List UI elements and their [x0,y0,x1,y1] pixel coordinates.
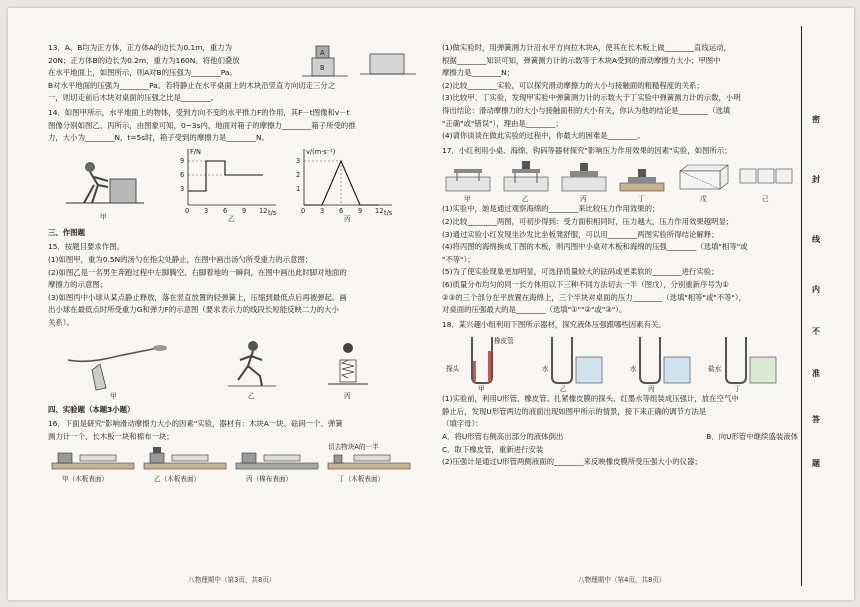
caption-bing: 丙 [580,195,587,204]
q18-line: (2)压强计是通过U形管两侧液面的________来反映橡皮膜所受压强大小的仪器； [442,457,702,467]
seal-char: 答 [812,415,820,424]
sponge-yi [504,161,548,203]
t-tick: 3 [204,206,209,215]
caption-jia: 甲 [110,391,117,400]
caption-jia: 甲 [464,195,471,204]
seal-char: 准 [812,369,820,378]
f-axis-label: F/N [190,147,201,156]
salt-water-label: 盐水 [708,365,722,374]
q17-line: (5)为了使实验现象更加明显，可选择质量较大的砝码或更柔软的________进行实验； [442,267,719,277]
water-label: 水 [630,365,637,374]
q15-line: 摩擦力的示意图； [48,280,108,290]
water-label: 水 [542,365,549,374]
tube-label: 橡皮管 [494,337,514,346]
q15-figures [48,330,420,400]
u-tube-yi [542,337,602,393]
q17-line: ②③的三个部分在平放置在海绵上，三个半块对桌面的压力________（选填"相等"或"不等"）， [442,292,746,302]
q16b-line: 根据________知识可知，弹簧测力计的示数等于木块A受到的滑动摩擦力大小；甲图中 [442,55,721,65]
caption-jia: 甲 [478,385,485,394]
caption-ji: 己 [762,195,769,204]
question-14 [48,107,420,223]
q14-line: 14．如图甲所示，水平地面上的物体，受到方向不变的水平推力F的作用，其F－t图像和v－t [48,107,350,117]
caption-ding: 丁 [638,195,645,204]
t-tick: 0 [185,206,190,215]
t-tick: 9 [242,206,247,215]
exam-sheet [8,8,854,600]
seal-char: 内 [812,285,820,294]
q15-line: (3)如图丙中小球从某点静止释放，落在竖直放置的轻弹簧上，压缩到最低点后再被弹起。画 [48,292,347,302]
f-tick: 3 [180,184,185,193]
setup-jia [52,453,134,483]
v-t-chart [296,148,393,223]
caption-bing: 丙 [344,214,351,223]
v-tick: 1 [296,184,301,193]
q16-line: 16．下面是研究"影响滑动摩擦力大小的因素"实验，器材有：木块A一块、砝码一个、弹簧 [48,419,343,429]
q15-line: (1)如图甲，重为0.5N的汤勺在指尖处静止，在图中画出汤勺所受重力的示意图； [48,254,313,264]
sponge-bing [562,163,606,203]
q13-line: 20N；正方体B的边长为0.2m，重力为160N。将他们叠放 [48,55,240,65]
q17-line: "不等"）； [442,254,475,264]
t-axis-label: t/s [384,208,393,217]
q13-line: 13．A、B均为正方体，正方体A的边长为0.1m，重力为 [48,43,232,52]
t-tick: 12 [259,206,268,215]
section-3-title: 三、作图题 [48,227,85,237]
v-axis-label: v/(m·s⁻¹) [306,147,336,156]
q14-line: 力，大小为________N，t=5s时，箱子受到的摩擦力是________N。 [48,133,269,143]
q13-line: B对水平地面的压强为________Pa。若将静止在水平桌面上的木块沿竖直方向切走三分之 [48,80,336,90]
q16b-line: 得出结论：滑动摩擦力的大小与接触面积的大小有关，你认为他的结论是________（选填 [442,105,731,115]
q17-line: 17．小红利用小桌、海绵、钩码等器材探究"影响压力作用效果的因素"实验，如图所示； [442,145,732,155]
q16b-line: (1)做实验时，用弹簧测力计沿水平方向拉木块A，使其在长木板上做________直线运动， [442,43,731,52]
t-tick: 0 [301,206,306,215]
q15-line: (2)如图乙是一名男生奔跑过程中左脚腾空、右脚着地的一瞬间，在图中画出此时脚对地面的 [48,267,347,277]
cut-half-note: 切去物块A的一半 [328,443,379,452]
setup-yi [144,447,226,483]
section-4-title: 四、实验题（本题3小题） [48,404,135,414]
q13-line: 一，则切走前后木块对桌面的压强之比是________。 [48,93,218,103]
q16b-line: "正确"或"错误"），理由是________； [442,118,563,128]
t-tick: 6 [223,206,228,215]
q13-blocks-figure [300,42,420,78]
question-18 [442,319,798,469]
page-footer-left: 八物理期中（第3页，共8页） [188,576,276,584]
caption-setup: 丁（木板表面） [338,475,385,484]
t-tick: 12 [375,206,384,215]
q13-line: 在水平地面上，如图所示，则A对B的压强为________Pa。 [48,68,237,78]
caption-yi: 乙 [522,195,529,204]
q17-line: (3)通过实验小红发现坐沙发比坐板凳舒服，可以用________两图实验所得结论解释； [442,229,719,239]
v-tick: 2 [296,170,301,179]
question-16-continued [442,42,798,143]
board-ding [620,169,664,203]
q17-figures [442,157,798,203]
seal-margin [801,26,840,586]
u-tube-ding [708,337,776,393]
right-column [442,42,798,471]
pieces-ji [740,169,792,203]
q14-line: 图像分别如图乙、丙所示，由图象可知，0~3s内，地面对箱子的摩擦力________箱子所受的推 [48,120,356,130]
q15-line: 15．按题目要求作图。 [48,242,124,252]
q16-figures [48,443,420,485]
t-tick: 3 [320,206,325,215]
q17-line: (2)比较________两图，可初步得到：受力面积相同时，压力越大，压力作用效果越明显； [442,216,734,226]
caption-bing: 丙 [344,391,351,400]
seal-char: 线 [812,235,820,244]
caption-setup: 甲（木板表面） [62,475,109,484]
caption-setup: 丙（棉布表面） [246,475,293,484]
seal-char: 不 [812,327,820,336]
seal-char: 封 [812,175,820,184]
question-15 [48,241,420,399]
seal-char: 密 [812,115,820,124]
caption-bing: 丙 [648,385,655,394]
q16b-line: 摩擦力是________N； [442,68,515,78]
q16b-line: (2)比较________实验，可以探究滑动摩擦力的大小与接触面的粗糙程度的关系； [442,80,704,90]
q17-line: (1)实验中，她是通过观察海绵的________来比较压力作用效果的； [442,204,660,214]
option-b: B．向U形管中继续盛装液体 [706,432,798,442]
q14-figures [48,145,420,223]
q18-line: (1)实验前，利用U形管、橡皮管、扎紧橡皮膜的探头、红墨水等组装成压强计，放在空气中 [442,394,739,404]
f-t-chart [180,148,277,223]
v-tick: 3 [296,156,301,165]
question-17 [442,145,798,317]
spring-ball-figure [328,343,368,400]
cuboid-wu [680,165,728,203]
option-a: A．将U形管右侧高出部分的液体倒出 [442,432,564,442]
page-footer-right: 八物理期中（第4页，共8页） [578,576,666,584]
block-b-label: B [320,64,325,72]
q17-line: (6)质量分布均匀的同一长方体用以下三种不同方法切去一半（图戊），分别重新序号为① [442,279,729,289]
q16-line: 测力计一个、长木板一块和棉布一块； [48,431,174,441]
setup-bing [236,453,318,483]
caption-jia: 甲 [100,212,107,221]
q18-line: 18．某兴趣小组利用下图所示器材，探究液体压强跟哪些因素有关。 [442,319,666,329]
q18-line: 静止后，发现U形管两边的液面出现如图甲所示的情景，接下来正确的调节方法是 [442,406,707,416]
spoon-figure [68,345,167,400]
t-axis-label: t/s [268,208,277,217]
sponge-jia [446,169,490,203]
u-tube-jia [446,336,514,393]
t-tick: 9 [358,206,363,215]
question-16 [48,418,420,485]
q18-line: （填字母）： [442,419,483,429]
caption-yi: 乙 [228,214,235,223]
t-tick: 6 [339,206,344,215]
q15-line: 出小球在最低点时所受重力G和弹力F的示意图（要求表示力的线段长短能反映二力的大小 [48,305,339,315]
q17-line: (4)将丙图的海绵换成丁图的木板，则丙图中小桌对木板和海绵的压强________（选填"相等"或 [442,242,748,252]
pushing-figure [66,162,144,221]
q15-line: 关系）。 [48,317,74,327]
caption-yi: 乙 [248,391,255,400]
block-a-label: A [320,49,325,57]
caption-wu: 戊 [700,195,707,204]
caption-setup: 乙（木板表面） [154,475,201,484]
f-tick: 6 [180,170,185,179]
q18-figures [442,331,798,393]
left-column [48,42,420,487]
q16b-line: (4)请你谈谈在做此实验的过程中，你最大的困难是________。 [442,131,645,141]
u-tube-bing [630,337,690,393]
question-13 [48,42,420,105]
table-block [370,54,404,74]
option-c: C．取下橡皮管，重新进行安装 [442,444,544,454]
seal-char: 题 [812,459,820,468]
runner-figure [228,341,276,400]
caption-ding: 丁 [734,385,741,394]
probe-label: 探头 [446,365,460,374]
q17-line: 对桌面的压强最大的是________（选填"①""②"或"③"）。 [442,305,627,315]
q16b-line: (3)比较甲、丁实验，发现甲实验中弹簧测力计的示数大于丁实验中弹簧测力计的示数，小明 [442,93,741,103]
f-tick: 9 [180,156,185,165]
setup-ding [328,443,410,483]
caption-yi: 乙 [560,385,567,394]
